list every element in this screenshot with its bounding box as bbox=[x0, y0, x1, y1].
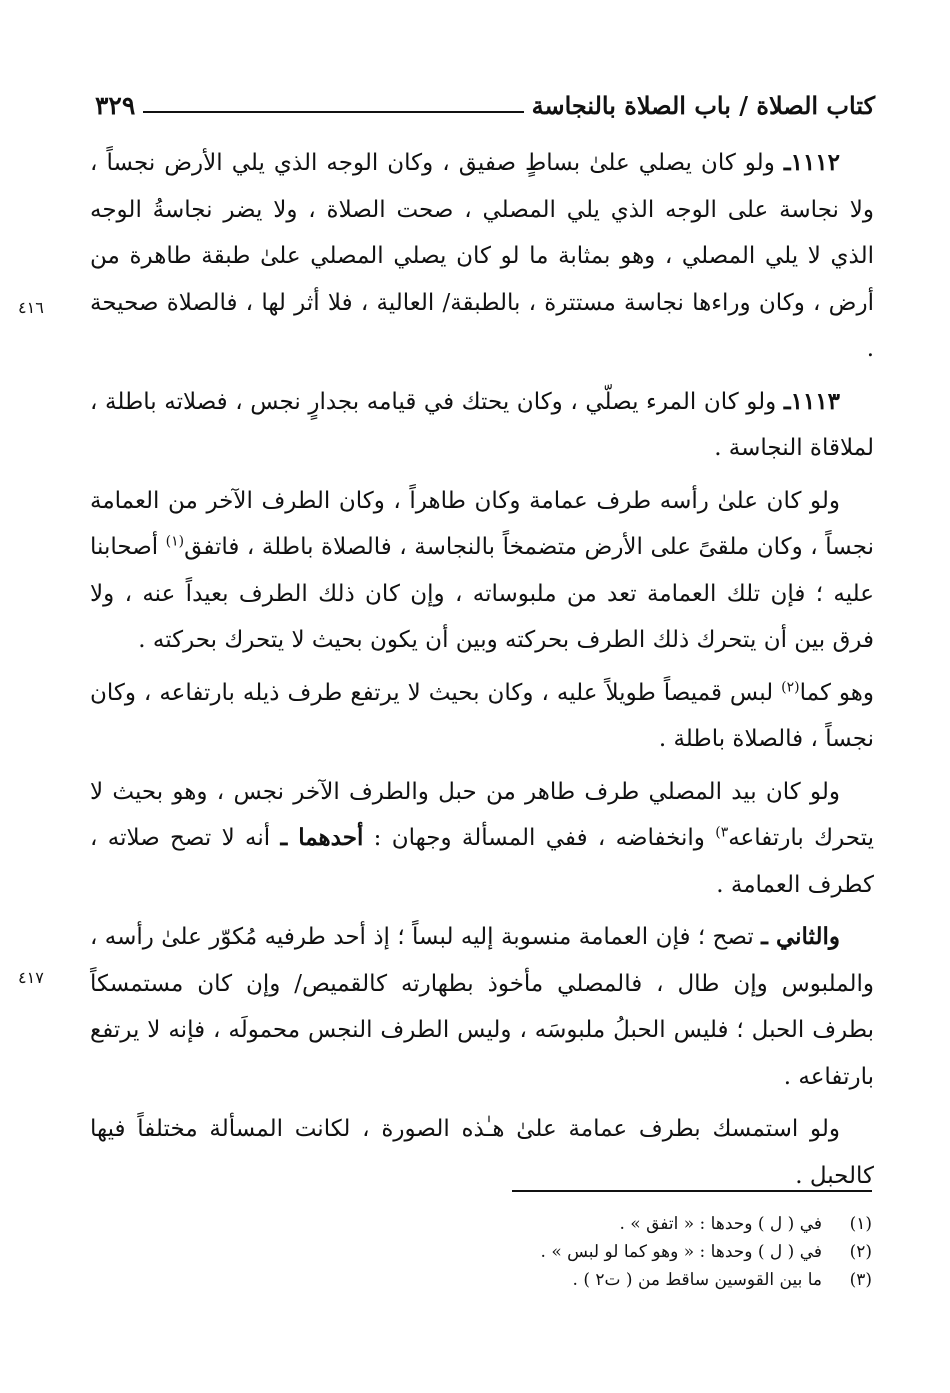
paragraph-turban bbox=[90, 478, 874, 664]
footnote-number: (١) bbox=[849, 1214, 872, 1234]
footnote-rule bbox=[512, 1190, 872, 1192]
footnote-2 bbox=[172, 1238, 872, 1266]
paragraph-rope bbox=[90, 769, 874, 909]
paragraph-text: وانخفاضه ، ففي المسألة وجهان : bbox=[363, 825, 716, 851]
footnote-number: (٢) bbox=[849, 1242, 872, 1262]
paragraph-text: أنه لا تصح صلاته ، كطرف العمامة . bbox=[90, 825, 874, 898]
paragraph-text: ولو كان المرء يصلّي ، وكان يحتك في قيامه بجدارٍ نجس ، فصلاته باطلة ، لملاقاة النجاسة . bbox=[90, 388, 874, 461]
header-rule bbox=[143, 111, 523, 113]
paragraph-text: تصح ؛ فإن العمامة منسوبة إليه لبساً ؛ إذ أحد طرفيه مُكوّر علىٰ رأسه ، والملبوس وإن طال ، فالمصلي مأخوذ بطهارته كالقميص/ وإن كان مستمسكاً بطرف الحبل ؛ فليس الحبلُ ملبوسَه ، وليس الطرف النجس محمولَه ، فإنه لا يرتفع بارتفاعه . bbox=[90, 924, 874, 1090]
footnote-text: في ( ل ) وحدها : « وهو كما لو لبس » . bbox=[540, 1242, 822, 1262]
paragraph-text: وهو كما bbox=[799, 679, 874, 706]
footnote-ref-1[interactable]: (١) bbox=[165, 533, 185, 550]
footnote-number: (٣) bbox=[849, 1270, 872, 1290]
page-header bbox=[95, 80, 875, 130]
paragraph-text: ولو كان بيد المصلي طرف طاهر من حبل والطرف الآخر نجس ، وهو بحيث لا يتحرك بارتفاعه bbox=[90, 778, 874, 851]
footnote-text: في ( ل ) وحدها : « اتفق » . bbox=[619, 1214, 822, 1234]
body-text bbox=[90, 140, 874, 1205]
paragraph-text: ولو استمسك بطرف عمامة علىٰ هـٰذه الصورة ، لكانت المسألة مختلفاً فيها كالحبل . bbox=[90, 1116, 874, 1189]
paragraph-turban-end bbox=[90, 1106, 874, 1199]
keyword-first-view: أحدهما ـ bbox=[280, 824, 364, 851]
margin-note-417: ٤١٧ bbox=[18, 968, 44, 987]
footnote-ref-2[interactable]: (٢) bbox=[781, 678, 800, 695]
paragraph-text: ولو كان علىٰ رأسه طرف عمامة وكان طاهراً ، وكان الطرف الآخر من العمامة نجساً ، وكان ملقىً على الأرض متضمخاً بالنجاسة ، فالصلاة باطلة ، فاتفق bbox=[90, 487, 875, 560]
page-number: ٣٢٩ bbox=[95, 90, 136, 120]
paragraph-second-view bbox=[90, 914, 874, 1100]
footnote-3 bbox=[172, 1266, 872, 1294]
margin-note-416: ٤١٦ bbox=[18, 298, 44, 317]
paragraph-text: ولو كان يصلي علىٰ بساطٍ صفيق ، وكان الوجه الذي يلي الأرض نجساً ، ولا نجاسة على الوجه الذي يلي المصلي ، صحت الصلاة ، ولا يضر نجاسةُ الوجه الذي لا يلي المصلي ، وهو بمثابة ما لو كان يصلي المصلي علىٰ طبقة طاهرة من أرض ، وكان وراءها نجاسة مستترة ، بالطبقة/ العالية ، فلا أثر لها ، فالصلاة صحيحة . bbox=[90, 150, 874, 362]
issue-number: ١١١٣ـ bbox=[783, 387, 840, 415]
paragraph-1112 bbox=[90, 140, 874, 373]
paragraph-1113 bbox=[90, 379, 874, 472]
footnotes bbox=[172, 1210, 872, 1294]
paragraph-shirt bbox=[90, 670, 874, 763]
paragraph-text: أصحابنا عليه ؛ فإن تلك العمامة تعد من ملبوساته ، وإن كان ذلك الطرف بعيداً عنه ، ولا فرق بين أن يتحرك ذلك الطرف بحركته وبين أن يكون بحيث لا يتحرك بحركته . bbox=[90, 534, 874, 653]
footnote-ref-3[interactable]: ٣) bbox=[715, 824, 729, 841]
paragraph-text: لبس قميصاً طويلاً عليه ، وكان بحيث لا يرتفع طرف ذيله بارتفاعه ، وكان نجساً ، فالصلاة باطلة . bbox=[90, 679, 874, 752]
keyword-second-view: والثاني ـ bbox=[761, 923, 840, 950]
issue-number: ١١١٢ـ bbox=[783, 149, 840, 176]
footnote-1 bbox=[172, 1210, 872, 1238]
footnote-text: ما بين القوسين ساقط من ( ت٢ ) . bbox=[572, 1270, 822, 1290]
running-title: كتاب الصلاة / باب الصلاة بالنجاسة bbox=[531, 90, 875, 120]
